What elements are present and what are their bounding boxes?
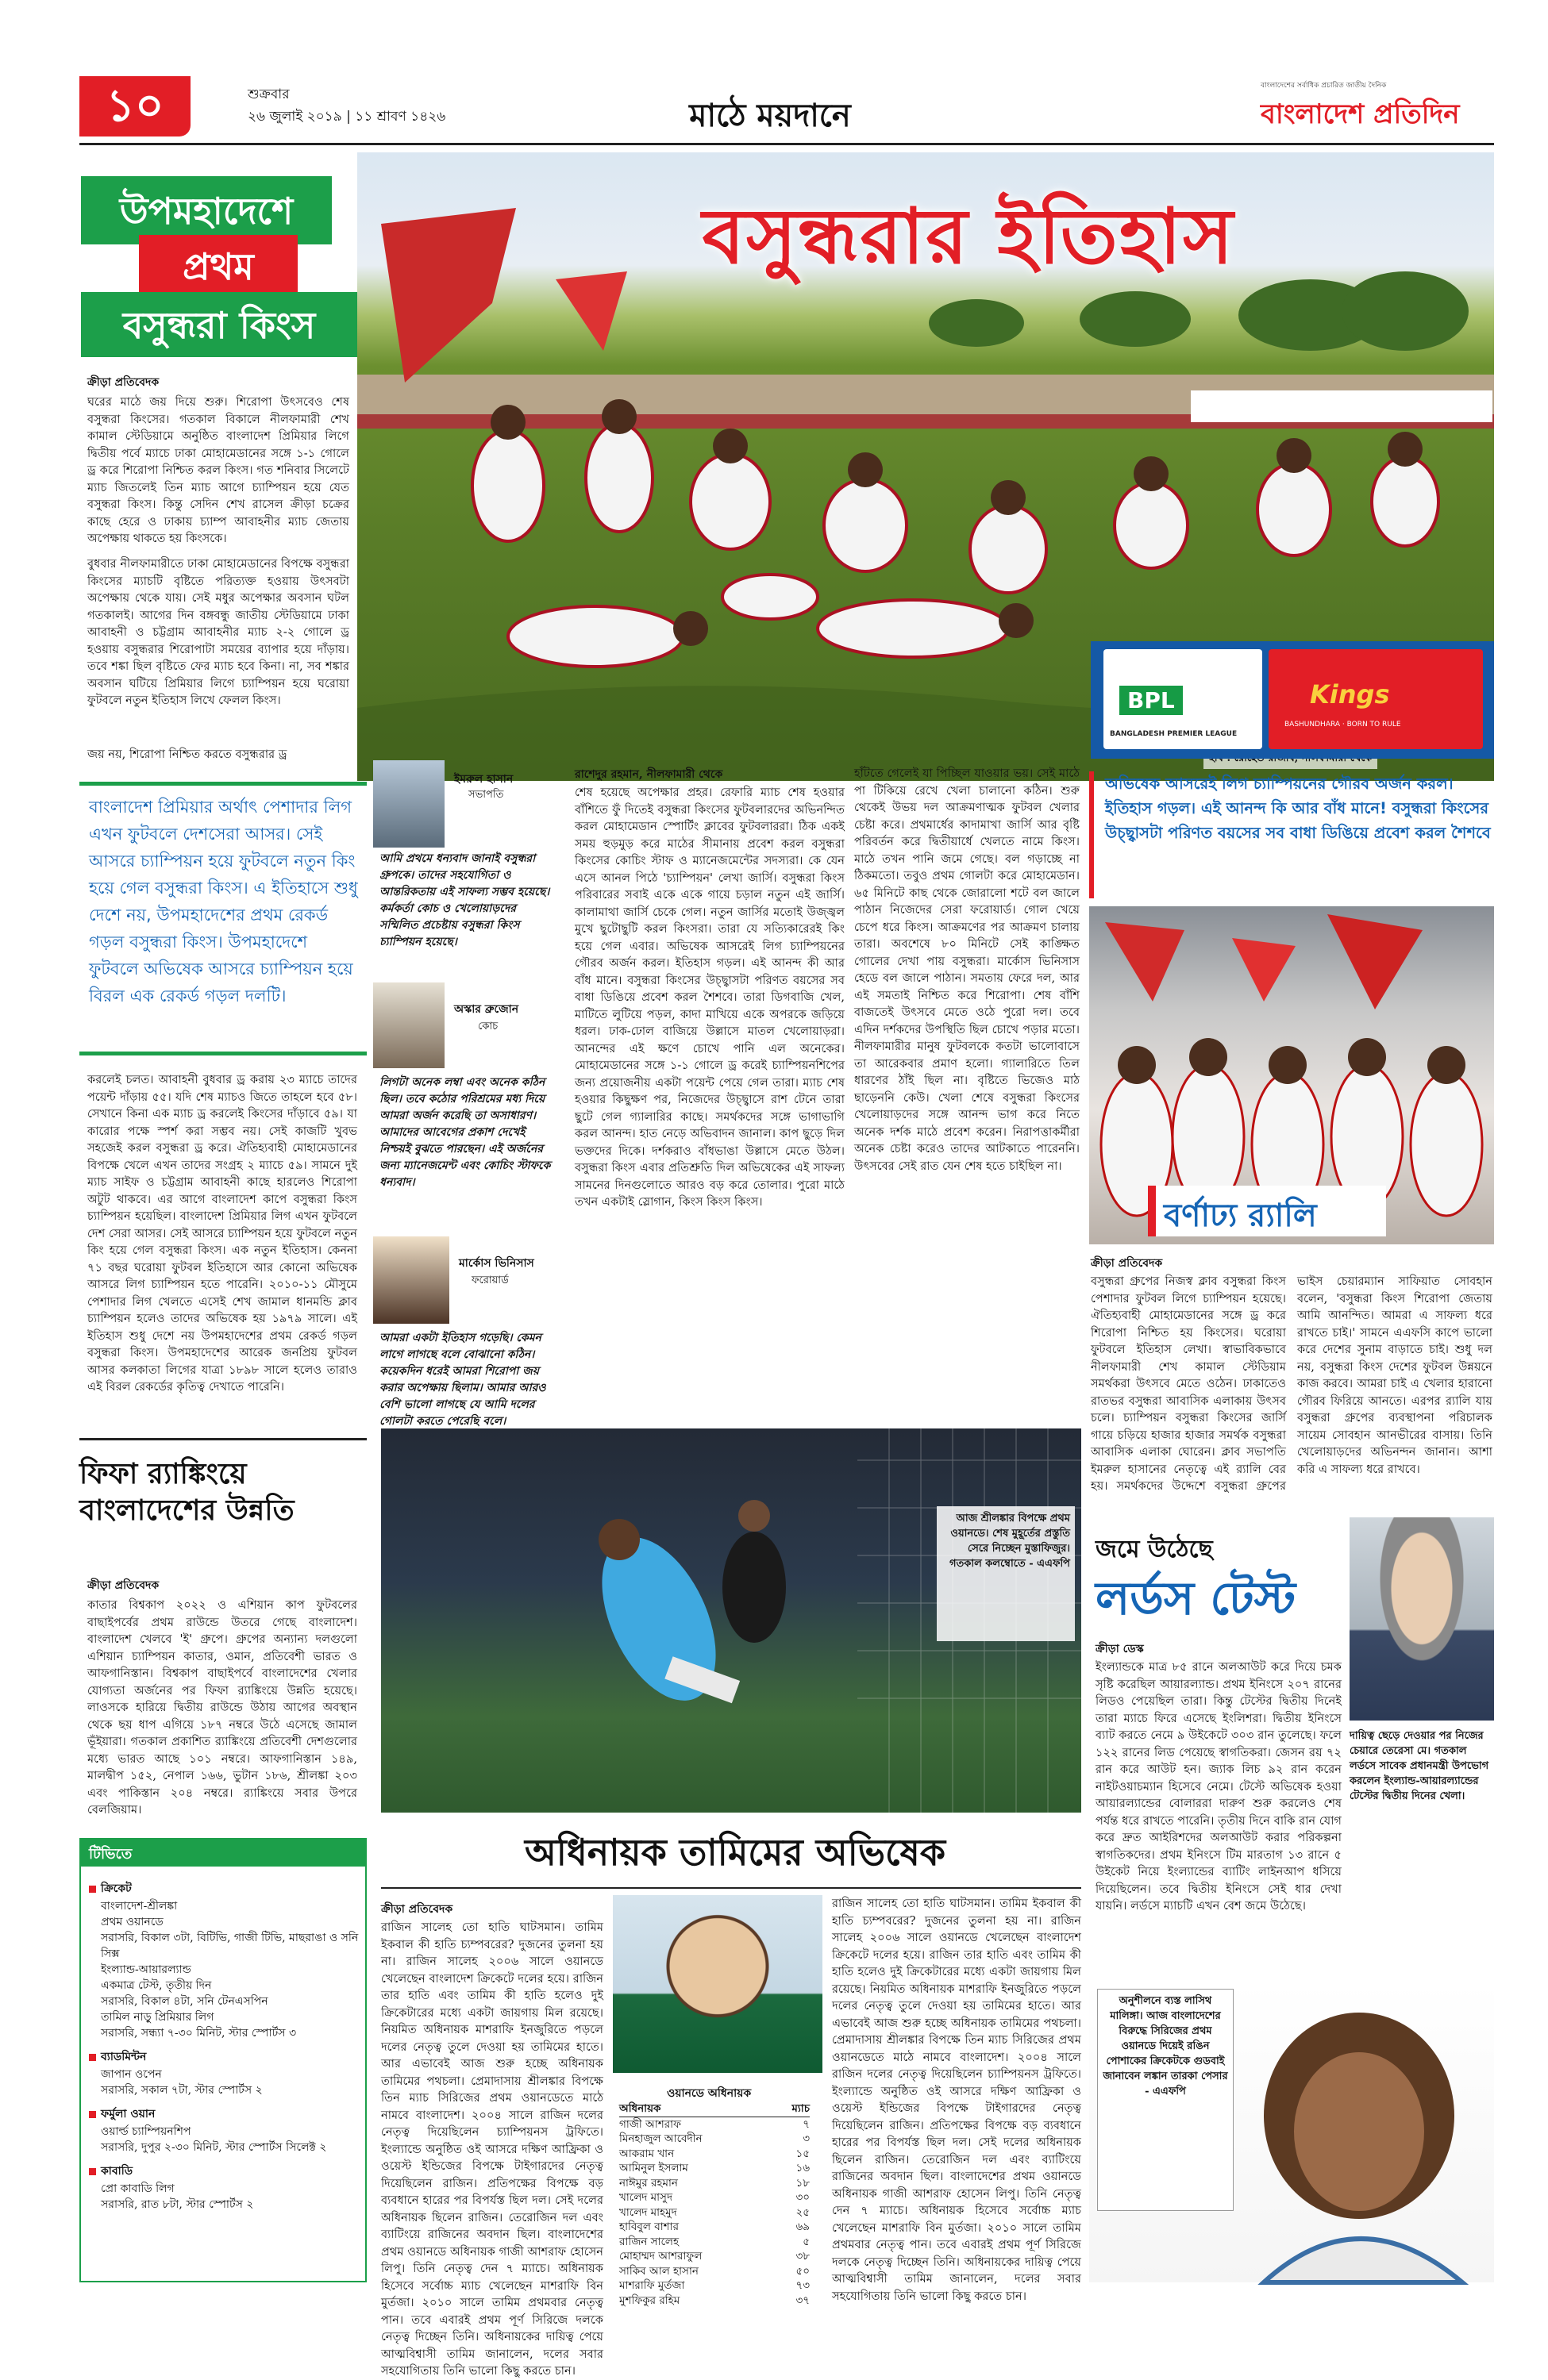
tv-line: একমাত্র টেস্ট, তৃতীয় দিন (101, 1979, 212, 1992)
stats-val: ৫ (803, 2235, 810, 2248)
lead-paragraph-3: জয় নয়, শিরোপা নিশ্চিত করতে বসুন্ধরার ড্র (87, 748, 287, 761)
stats-val: ১৫ (795, 2147, 810, 2160)
stats-val: ১৬ (795, 2162, 810, 2174)
lead-paragraph: ঘরের মাঠে জয় দিয়ে শুরু। শিরোপা উৎসবেও শেষ বসুন্ধরা কিংসের। গতকাল বিকালে নীলফামারী শেখ কামাল স্টেডিয়ামে অনুষ্ঠিত বাংলাদেশ প্রিমিয়ার লিগে দ্বিতীয় পর্বে ম্যাচে ঢাকা মোহামেডানের সঙ্গে ১-১ গোলে ড্র করে শিরোপা নিশ্চিত করল কিংস। গত শনিবার সিলেটে ম্যাচ জিতলেই তিন ম্যাচ আগে চ্যাম্পিয়ন হয়ে যেত বসুন্ধরা কিংস। কিন্তু সেদিন শেখ রাসেল ক্রীড়া চক্রের কাছে হেরে ও ঢাকায় চ্যাম্প আবাহনীর ম্যাচ জেতায় অপেক্ষায় থাকতে হয় কিংসকে। (87, 395, 349, 545)
quote-person-2-text: লিগটা অনেক লম্বা এবং অনেক কঠিন ছিল। তবে কঠোর পরিশ্রমের মধ্য দিয়ে আমরা অর্জন করেছি তা অসাধারণ। আমাদের আবেগের প্রকাশ দেখেই নিশ্চয়ই বুঝতে পারছেন। এই অর্জনের জন্য ম্যানেজমেন্ট এবং কোচিং স্টাফকে ধন্যবাদ। (379, 1076, 551, 1189)
stats-name: মোহাম্মদ আশরাফুল (619, 2250, 703, 2263)
quote-person-2-photo (373, 982, 445, 1068)
stats-row (619, 2176, 810, 2191)
stats-row (619, 2220, 810, 2235)
stats-name: খালেদ মাসুদ (619, 2191, 673, 2204)
stats-val: ৭ (803, 2117, 810, 2131)
rally-text: বসুন্ধরা গ্রুপের নিজস্ব ক্লাব বসুন্ধরা কিংস পেশাদার ফুটবল লিগে চ্যাম্পিয়ন হয়েছে। ঐতিহ্যবাহী মোহামেডানের সঙ্গে ড্র করে শিরোপা নিশ্চিত হয় কিংসের। ঘরোয়া ফুটবলে ইতিহাস লেখা। স্বাভাবিকভাবে নীলফামারী শেখ কামাল স্টেডিয়াম সমর্থকরা উৎসবে মেতে ওঠেন। ঢাকাতেও রাতভর বসুন্ধরা আবাসিক এলাকায় উৎসব চলে। চ্যাম্পিয়ন বসুন্ধরা কিংসের জার্সি গায়ে চড়িয়ে হাজার হাজার সমর্থক বসুন্ধরা আবাসিক এলাকা ঘোরেন। ক্লাব সভাপতি ইমরুল হাসানের নেতৃত্বে এই র‍্যালি বের হয়। সমর্থকদের উদ্দেশে বসুন্ধরা গ্রুপের ভাইস চেয়ারম্যান সাফিয়াত সোবহান বলেন, 'বসুন্ধরা কিংস শিরোপা জেতায় আমি আনন্দিত। আমরা এ সাফল্য ধরে রাখতে চাই।' সামনে এএফসি কাপে ভালো করে দেশের সুনাম বাড়াতে চাই। শুধু দল নয়, বসুন্ধরা কিংস দেশের ফুটবল উন্নয়নে কাজ করবে। আমরা চাই এ খেলার হারানো গৌরব ফিরিয়ে আনতে। এরপর র‍্যালি যায় বসুন্ধরা গ্রুপের ব্যবস্থাপনা পরিচালক সায়েম সোবহান আনভীরের বাসায়। তিনি খেলোয়াড়দের অভিনন্দন জানান। আশা করি এ সাফল্য ধরে রাখবে। (1091, 1275, 1492, 1493)
right-column-text: হাঁটতে গেলেই যা পিচ্ছিল যাওয়ার ভয়। সেই মাঠে পা টিকিয়ে রেখে খেলা চালানো কঠিন। শুরু থেকেই উভয় দল আক্রমণাত্মক ফুটবল খেলার চেষ্টা করে। প্রথমার্ধের কাদামাখা জার্সি আর বৃষ্টি পরিবর্তন করে দ্বিতীয়ার্ধে খেলতে নামে কিংস। মাঠে তখন পানি জমে গেছে। বল গড়াচ্ছে না ঠিকমতো। তবুও প্রথম গোলটা করে মোহামেডান। ৬৫ মিনিটে কাছ থেকে জোরালো শটে বল জালে পাঠান নিজেদের সেরা ফরোয়ার্ড। গোল খেয়ে চেপে ধরে কিংস। আক্রমণের পর আক্রমণ চালায় তারা। অবশেষে ৮০ মিনিটে সেই কাঙ্ক্ষিত গোলের দেখা পায় বসুন্ধরা। মার্কোস ভিনিসাস হেডে বল জালে পাঠান। সমতায় ফেরে দল, আর এই সমতাই নিশ্চিত করে শিরোপা। শেষ বাঁশি বাজতেই উৎসবে মেতে ওঠে পুরো দল। তবে এদিন দর্শকদের উপস্থিতি ছিল চোখে পড়ার মতো। নীলফামারীর মানুষ ফুটবলকে কতটা ভালোবাসে তা আরেকবার প্রমাণ হলো। গ্যালারিতে তিল ধারণের ঠাঁই ছিল না। বৃষ্টিতে ভিজেও মাঠ ছাড়েননি কেউ। খেলা শেষে বসুন্ধরা কিংসের খেলোয়াড়দের সঙ্গে আনন্দ ভাগ করে নিতে অনেক দর্শক মাঠে প্রবেশ করেন। নিরাপত্তাকর্মীরা অনেক চেষ্টা করেও তাদের আটকাতে পারেননি। উৎসবের সেই রাত যেন শেষ হতে চাইছিল না। (854, 767, 1080, 1173)
bullet-icon (89, 2054, 96, 2061)
paper-tagline: বাংলাদেশের সর্বাধিক প্রচারিত জাতীয় দৈনিক (1261, 82, 1387, 90)
paper-name: বাংলাদেশ প্রতিদিন (1261, 98, 1460, 130)
side-deck-bar (1089, 771, 1094, 898)
separator-1 (79, 1438, 367, 1440)
stats-header-name: অধিনায়ক (619, 2102, 661, 2115)
side-deck: অভিষেক আসরেই লিগ চ্যাম্পিয়নের গৌরব অর্জন করল। ইতিহাস গড়ল। এই আনন্দ কি আর বাঁধ মানে! বসুন্ধরা কিংসের উচ্ছ্বাসটা পরিণত বয়সের সব বাধা ডিঙিয়ে প্রবেশ করল শৈশবে (1105, 775, 1491, 842)
page-number: ১০ (106, 79, 164, 132)
stats-val: ৩০ (795, 2191, 810, 2204)
tv-group (89, 2105, 359, 2155)
lead-paragraph-2: বুধবার নীলফামারীতে ঢাকা মোহামেডানের বিপক্ষে বসুন্ধরা কিংসের ম্যাচটি বৃষ্টিতে পরিত্যক্ত হওয়ায় উৎসবটা অপেক্ষায় থেকে যায়। সেই মধুর অপেক্ষার অবসান ঘটল গতকালই। আগের দিন বঙ্গবন্ধু জাতীয় স্টেডিয়ামে ঢাকা আবাহনী ও চট্টগ্রাম আবাহনীর ম্যাচ ২-২ গোলে ড্র হওয়ায় বসুন্ধরার শিরোপাটা সময়ের ব্যাপার হয়ে দাঁড়ায়। তবে শঙ্কা ছিল বৃষ্টিতে ফের ম্যাচ হবে কিনা। না, সব শঙ্কার অবসান ঘটিয়ে প্রিমিয়ার লিগে চ্যাম্পিয়ন হয়ে ঘরোয়া ফুটবলে নতুন ইতিহাস লিখে ফেলল কিংস। (87, 557, 349, 707)
quote-person-3-name: মার্কোস ভিনিসাস (459, 1257, 534, 1270)
stats-row (619, 2117, 810, 2132)
stats-name: আকরাম খান (619, 2147, 675, 2160)
bpl-logo-sub: BANGLADESH PREMIER LEAGUE (1110, 730, 1238, 738)
kings-logo-sub: BASHUNDHARA · BORN TO RULE (1284, 721, 1401, 729)
stats-val: ৩ (803, 2132, 810, 2145)
stats-header-val: ম্যাচ (791, 2102, 810, 2115)
stats-val: ২৫ (795, 2205, 810, 2219)
fifa-headline: ফিফা র‍্যাঙ্কিংয়ে বাংলাদেশের উন্নতি (79, 1457, 295, 1527)
bullet-icon (89, 2168, 96, 2175)
quote-person-1-name: ইমরুল হাসান (454, 773, 514, 786)
stats-val: ৭৩ (795, 2279, 810, 2292)
tv-line: প্রথম ওয়ানডে (101, 1916, 164, 1928)
tv-sport: ফর্মুলা ওয়ান (101, 2108, 156, 2120)
quote-person-3-photo (373, 1236, 449, 1324)
tv-sport: ব্যাডমিন্টন (101, 2051, 147, 2063)
stats-row (619, 2235, 810, 2250)
tv-group (89, 1879, 359, 2041)
stats-name: রাজিন সালেহ (619, 2235, 680, 2248)
tv-line: ওয়ার্ল্ড চ্যাম্পিয়নশিপ (101, 2125, 191, 2138)
stats-val: ৩৭ (795, 2293, 810, 2307)
kicker-text-2: প্রথম (183, 245, 254, 288)
quote-person-3-role: ফরোয়ার্ড (472, 1275, 509, 1286)
main-headline: বসুন্ধরার ইতিহাস (702, 191, 1235, 281)
stats-row (619, 2264, 810, 2279)
bpl-logo-text: BPL (1119, 686, 1183, 715)
stats-name: সাকিব আল হাসান (619, 2264, 699, 2278)
lords-text: ইংল্যান্ডকে মাত্র ৮৫ রানে অলআউট করে দিয়ে চমক সৃষ্টি করেছিল আয়ারল্যান্ড। প্রথম ইনিংসে ২০৭ রানের লিডও পেয়েছিল তারা। কিন্তু টেস্টের দ্বিতীয় দিনেই তারা ম্যাচে ফিরে এসেছে ইংলিশরা। দ্বিতীয় ইনিংসে ব্যাট করতে নেমে ৯ উইকেটে ৩০৩ রান তুলেছে। ফলে ১২২ রানের লিড পেয়েছে স্বাগতিকরা। জেসন রয় ৭২ রান করে আউট হন। জ্যাক লিচ ৯২ রান করেন নাইটওয়াচম্যান হিসেবে নেমে। টেস্টে অভিষেক হওয়া আয়ারল্যান্ডের বোলাররা দারুণ শুরু করলেও শেষ পর্যন্ত ধরে রাখতে পারেনি। তৃতীয় দিনে বাকি রান যোগ করে দ্রুত আইরিশদের অলআউট করার পরিকল্পনা স্বাগতিকদের। প্রথম ইনিংসে টিম মারতাগ ১৩ রানে ৫ উইকেট নিয়ে ইংল্যান্ডের ব্যাটিং লাইনআপ ধসিয়ে দিয়েছিলেন। তবে দ্বিতীয় ইনিংসে সেই ধার দেখা যায়নি। লর্ডসে ম্যাচটি এখন বেশ জমে উঠেছে। (1096, 1660, 1342, 1913)
stats-name: গাজী আশরাফ (619, 2117, 681, 2131)
issue-day: শুক্রবার (248, 87, 290, 102)
quote-person-1-role: সভাপতি (468, 789, 504, 801)
tv-line: বাংলাদেশ-শ্রীলঙ্কা (101, 1900, 178, 1913)
stats-name: মাশরাফি মুর্তজা (619, 2279, 685, 2292)
fifa-text: কাতার বিশ্বকাপ ২০২২ ও এশিয়ান কাপ ফুটবলের বাছাইপর্বের প্রথম রাউন্ডে উতরে গেছে বাংলাদেশ। বাংলাদেশ খেলবে 'ই' গ্রুপে। গ্রুপের অন্যান্য দলগুলো এশিয়ান চ্যাম্পিয়ন কাতার, ওমান, প্রতিবেশী ভারত ও আফগানিস্তান। বিশ্বকাপ বাছাইপর্বে বাংলাদেশের খেলার যোগ্যতা অর্জনের পর ফিফা র‍্যাঙ্কিংয়ে উন্নতি হয়েছে। লাওসকে হারিয়ে দ্বিতীয় রাউন্ডে উঠায় আগের অবস্থান থেকে ছয় ধাপ এগিয়ে ১৮৭ নম্বরে উঠে এসেছে জামাল ভূঁইয়ারা। গতকাল প্রকাশিত র‍্যাঙ্কিংয়ে প্রতিবেশী দেশগুলোর মধ্যে ভারত আছে ১০১ নম্বরে। আফগানিস্তান ১৪৯, মালদ্বীপ ১৫২, নেপাল ১৬৬, ভুটান ১৮৬, শ্রীলঙ্কা ২০৩ এবং পাকিস্তান ২০৪ নম্বরে। র‍্যাঙ্কিংয়ে সবার উপরে বেলজিয়াম। (87, 1598, 357, 1817)
tv-line: সরাসরি, দুপুর ২-৩০ মিনিট, স্টার স্পোর্টস সিলেক্ট ২ (101, 2141, 327, 2154)
tamim-text-col-2 (832, 1895, 1082, 2303)
cricket-caption: আজ শ্রীলঙ্কার বিপক্ষে প্রথম ওয়ানডে। শেষ মুহূর্তের প্রস্তুতি সেরে নিচ্ছেন মুস্তাফিজুর। গতকাল কলম্বোতে - এএফপি (949, 1513, 1070, 1570)
stats-row (619, 2147, 810, 2162)
stats-name: আমিনুল ইসলাম (619, 2162, 688, 2174)
stats-val: ৬৯ (795, 2220, 810, 2233)
tamim-stats-table (619, 2101, 810, 2308)
tv-line: সরাসরি, রাত ৮টা, স্টার স্পোর্টস ২ (101, 2198, 254, 2211)
stats-val: ৩৮ (795, 2250, 810, 2263)
tv-group (89, 2047, 359, 2098)
lords-kicker: জমে উঠেছে (1096, 1536, 1213, 1563)
tv-group (89, 2162, 359, 2213)
pull-quote: বাংলাদেশ প্রিমিয়ার অর্থাৎ পেশাদার লিগ এখন ফুটবলে দেশসেরা আসর। সেই আসরে চ্যাম্পিয়ন হয়ে ফুটবলে নতুন কিং হয়ে গেল বসুন্ধরা কিংস। এ ইতিহাসে শুধু দেশে নয়, উপমহাদেশের প্রথম রেকর্ড গড়ল বসুন্ধরা কিংস। উপমহাদেশে ফুটবলে অভিষেক আসরে চ্যাম্পিয়ন হয়ে বিরল এক রেকর্ড গড়ল দলটি। (89, 798, 358, 1005)
lead-byline: ক্রীড়া প্রতিবেদক (87, 376, 160, 389)
bullet-icon (89, 1886, 96, 1893)
tv-list (89, 1873, 359, 2213)
stats-row (619, 2132, 810, 2147)
stats-row (619, 2205, 810, 2220)
quote-person-1-text: আমি প্রথমে ধন্যবাদ জানাই বসুন্ধরা গ্রুপকে। তাদের সহযোগিতা ও আন্তরিকতায় এই সাফল্য সম্ভব হয়েছে। কর্মকর্তা কোচ ও খেলোয়াড়দের সম্মিলিত প্রচেষ্টায় বসুন্ধরা কিংস চ্যাম্পিয়ন হয়েছে। (379, 852, 550, 948)
tv-line: ইংল্যান্ড-আয়ারল্যান্ড (101, 1963, 191, 1976)
quote-person-3-text: আমরা একটা ইতিহাস গড়েছি। কেমন লাগে লাগছে বলে বোঝানো কঠিন। কয়েকদিন ধরেই আমরা শিরোপা জয় করার অপেক্ষায় ছিলাম। আমার আরও বেশি ভালো লাগছে যে আমি দলের গোলটা করতে পেরেছি বলে। (379, 1332, 546, 1428)
lords-photo (1350, 1517, 1494, 1721)
tv-line: তামিল নাড়ু প্রিমিয়ার লিগ (101, 2011, 214, 2024)
quote-person-1-photo (373, 760, 445, 848)
fifa-byline: ক্রীড়া প্রতিবেদক (87, 1579, 160, 1592)
quote-person-2-name: অস্কার ব্রুজোন (454, 1003, 519, 1016)
stats-name: মুশফিকুর রহিম (619, 2293, 680, 2307)
stats-val: ৫০ (795, 2264, 810, 2278)
stats-row (619, 2278, 810, 2293)
lead-paragraph-continued: করলেই চলত। আবাহনী বুধবার ড্র করায় ২৩ ম্যাচে তাদের পয়েন্ট দাঁড়ায় ৫৫। যদি শেষ ম্যাচও জিতে তাহলে হবে ৫৮। সেখানে কিনা এক ম্যাচ ড্র করলেই কিংসের দাঁড়াবে ৫৯। যা কারোর পক্ষে স্পর্শ করা সম্ভব নয়। সেই কাজটি খুবভ সহজেই করল বসুন্ধরা ড্র করে। ঐতিহ্যবাহী মোহামেডানের বিপক্ষে খেলে এখন তাদের সংগ্রহ ২ ম্যাচে ৫৯। সামনে দুই ম্যাচ সাইফ ও চট্টগ্রাম আবাহনী কাছে হারলেও শিরোপা অটুট থাকবে। এর আগে বাংলাদেশ কাপে বসুন্ধরা কিংস চ্যাম্পিয়ন হয়েছিল। বাংলাদেশ প্রিমিয়ার লিগ এখন ফুটবলে দেশ সেরা আসর। সেই আসরে চ্যাম্পিয়ন হয়ে ফুটবলে নতুন কিং হয়ে গেল বসুন্ধরা কিংস। এক নতুন ইতিহাস। কেননা ৭১ বছর ঘরোয়া ফুটবল ইতিহাসে আর কোনো অভিষেক আসরে লিগ চ্যাম্পিয়ন হতে পারেনি। ২০১০-১১ মৌসুমে পেশাদার লিগ খেলতে এসেই শেখ জামাল ধানমন্ডি ক্লাব চ্যাম্পিয়ন হলেও তাদের অভিষেক হয় ১৯৭৯ সালে। এই ইতিহাস শুধু দেশে নয় উপমহাদেশের প্রথম রেকর্ড গড়ল বসুন্ধরা কিংস। উপমহাদেশের আরেক জনপ্রিয় ফুটবল আসর কলকাতা লিগের যাত্রা ১৮৯৮ সালে হলেও তারাও এই বিরল রেকর্ডের কৃতিত্ব দেখাতে পারেনি। (87, 1073, 357, 1394)
quote-person-2-role: কোচ (478, 1021, 499, 1032)
kicker-text-1: উপমহাদেশে (119, 190, 294, 233)
tamim-rule (381, 1887, 1081, 1889)
tv-sport: কাবাডি (101, 2165, 133, 2178)
tv-sport: ক্রিকেট (101, 1882, 132, 1895)
tv-line: সরাসরি, সকাল ৭টা, স্টার স্পোর্টস ২ (101, 2084, 263, 2097)
issue-date: ২৬ জুলাই ২০১৯ | ১১ শ্রাবণ ১৪২৬ (248, 109, 446, 125)
lords-byline: ক্রীড়া ডেস্ক (1096, 1643, 1144, 1655)
stats-name: নাঈমুর রহমান (619, 2176, 678, 2190)
tv-line: সরাসরি, বিকাল ৩টা, বিটিভি, গাজী টিভি, মাছরাঙা ও সনি সিক্স (101, 1932, 359, 1960)
bullet-icon (89, 2111, 96, 2118)
stats-row (619, 2161, 810, 2176)
section-title: মাঠে ময়দানে (689, 97, 851, 134)
tv-line: জাপান ওপেন (101, 2068, 162, 2081)
malinga-caption: অনুশীলনে ব্যস্ত লাসিথ মালিঙ্গা। আজ বাংলাদেশের বিরুদ্ধে সিরিজের প্রথম ওয়ানডে দিয়েই রঙিন পোশাকের ক্রিকেটকে গুডবাই জানাবেন লঙ্কান তারকা পেসার - এএফপি (1103, 1995, 1228, 2097)
tamim-stats-title: ওয়ানডে অধিনায়ক (667, 2087, 752, 2100)
rally-byline: ক্রীড়া প্রতিবেদক (1091, 1257, 1163, 1270)
stats-name: হাবিবুল বাশার (619, 2220, 680, 2233)
lords-photo-caption: দায়িত্ব ছেড়ে দেওয়ার পর নিজের চেয়ারে তেরেসা মে। গতকাল লর্ডসে সাবেক প্রধানমন্ত্রী উপভোগ করলেন ইংল্যান্ড-আয়ারল্যান্ডের টেস্টের দ্বিতীয় দিনের খেলা। (1350, 1730, 1489, 1802)
tv-line: প্রো কাবাডি লিগ (101, 2182, 175, 2195)
stats-row (619, 2190, 810, 2205)
tamim-byline: ক্রীড়া প্রতিবেদক (381, 1903, 453, 1916)
stats-row (619, 2249, 810, 2264)
tamim-headline: অধিনায়ক তামিমের অভিষেক (524, 1831, 946, 1874)
header-rule (79, 143, 1494, 145)
tamim-text-col-1: রাজিন সালেহ তো হাতি ঘাটসমান। তামিম ইকবাল কী হাতি চ্যম্পবরের? দুজনের তুলনা হয় না। রাজিন সালেহ ২০০৬ সালে ওয়ানডে খেলেছেন বাংলাদেশ ক্রিকেটে দলের হয়ে। রাজিন তার হাতি এবং তামিম কী হাতি হলেও দুই ক্রিকেটারের মধ্যে একটা জায়গায় মিল রয়েছে। নিয়মিত অধিনায়ক মাশরাফি ইনজুরিতে পড়লে দলের নেতৃত্ব তুলে দেওয়া হয় তামিমের হাতে। আর এভাবেই আজ শুরু হচ্ছে অধিনায়ক তামিমের পথচলা। প্রেমাদাসায় শ্রীলঙ্কার বিপক্ষে তিন ম্যাচ সিরিজের প্রথম ওয়ানডেতে মাঠে নামবে বাংলাদেশ। ২০০৪ সালে রাজিন দলের নেতৃত্ব দিয়েছিলেন চ্যাম্পিয়নস ট্রফিতে। ইংল্যান্ডে অনুষ্ঠিত ওই আসরে দক্ষিণ আফ্রিকা ও ওয়েস্ট ইন্ডিজের বিপক্ষে টাইগারদের নেতৃত্ব দিয়েছিলেন রাজিন। প্রতিপক্ষের বিপক্ষে বড় ব্যবধানে হারের পর বিপর্যস্ত ছিল দল। সেই দলের অধিনায়ক ছিলেন রাজিন। তেরোজিন দল এবং ব্যাটিংয়ে রাজিনের অবদান ছিল। বাংলাদেশের প্রথম ওয়ানডে অধিনায়ক গাজী আশরাফ হোসেন লিপু। তিনি নেতৃত্ব দেন ৭ ম্যাচে। অধিনায়ক হিসেবে সর্বোচ্চ ম্যাচ খেলেছেন মাশরাফি বিন মুর্তজা। ২০১০ সালে তামিম প্রথমবার নেতৃত্ব পান। তবে এবারই প্রথম পূর্ণ সিরিজে দলকে নেতৃত্ব দিচ্ছেন তিনি। অধিনায়কের দায়িত্ব পেয়ে আত্মবিশ্বাসী তামিম জানালেন, দলের সবার সহযোগিতায় তিনি ভালো কিছু করতে চান। (381, 1921, 603, 2378)
stats-name: খালেদ মাহমুদ (619, 2205, 677, 2219)
mid-byline: রাশেদুর রহমান, নীলফামারী থেকে (575, 768, 723, 781)
kicker-text-3: বসুন্ধরা কিংস (122, 304, 316, 347)
tamim-text-continued: রাজিন সালেহ তো হাতি ঘাটসমান। তামিম ইকবাল কী হাতি চ্যম্পবরের? দুজনের তুলনা হয় না। রাজিন সালেহ ২০০৬ সালে ওয়ানডে খেলেছেন বাংলাদেশ ক্রিকেটে দলের হয়ে। রাজিন তার হাতি এবং তামিম কী হাতি হলেও দুই ক্রিকেটারের মধ্যে একটা জায়গায় মিল রয়েছে। নিয়মিত অধিনায়ক মাশরাফি ইনজুরিতে পড়লে দলের নেতৃত্ব তুলে দেওয়া হয় তামিমের হাতে। আর এভাবেই আজ শুরু হচ্ছে অধিনায়ক তামিমের পথচলা। প্রেমাদাসায় শ্রীলঙ্কার বিপক্ষে তিন ম্যাচ সিরিজের প্রথম ওয়ানডেতে মাঠে নামবে বাংলাদেশ। ২০০৪ সালে রাজিন দলের নেতৃত্ব দিয়েছিলেন চ্যাম্পিয়নস ট্রফিতে। ইংল্যান্ডে অনুষ্ঠিত ওই আসরে দক্ষিণ আফ্রিকা ও ওয়েস্ট ইন্ডিজের বিপক্ষে টাইগারদের নেতৃত্ব দিয়েছিলেন রাজিন। প্রতিপক্ষের বিপক্ষে বড় ব্যবধানে হারের পর বিপর্যস্ত ছিল দল। সেই দলের অধিনায়ক ছিলেন রাজিন। তেরোজিন দল এবং ব্যাটিংয়ে রাজিনের অবদান ছিল। বাংলাদেশের প্রথম ওয়ানডে অধিনায়ক গাজী আশরাফ হোসেন লিপু। তিনি নেতৃত্ব দেন ৭ ম্যাচে। অধিনায়ক হিসেবে সর্বোচ্চ ম্যাচ খেলেছেন মাশরাফি বিন মুর্তজা। ২০১০ সালে তামিম প্রথমবার নেতৃত্ব পান। তবে এবারই প্রথম পূর্ণ সিরিজে দলকে নেতৃত্ব দিচ্ছেন তিনি। অধিনায়কের দায়িত্ব পেয়ে আত্মবিশ্বাসী তামিম জানালেন, দলের সবার সহযোগিতায় তিনি ভালো কিছু করতে চান। (832, 1897, 1082, 2303)
tv-line: সরাসরি, বিকাল ৪টা, সনি টেনএসপিন (101, 1995, 268, 2008)
kings-logo-text: Kings (1310, 679, 1390, 709)
mid-column-text: শেষ হয়েছে অপেক্ষার প্রহর। রেফারি ম্যাচ শেষ হওয়ার বাঁশিতে ফুঁ দিতেই বসুন্ধরা কিংসের ফুটবলারদের অভিনন্দিত করল মোহামেডান স্পোর্টিং ক্লাবের ফুটবলাররা। ঠিক একই সময় হুড়মুড় করে মাঠের সীমানায় প্রবেশ করল বসুন্ধরা কিংসের কোচিং স্টাফ ও ম্যানেজমেন্টের সদস্যরা। কে যেন এসে আনল পিঠে 'চ্যাম্পিয়ন' লেখা জার্সি। বসুন্ধরা কিংস পরিবারের সবাই একে একে গায়ে চড়াল নতুন এই জার্সি। কালামাথা জার্সি চেকে গেল। নতুন জার্সির মতোই উজ্জ্বল মুখে ছুটোছুটি করল কিংসরা। তারা যে সত্যিকারেরই কিং হয়ে গেল এবার। অভিষেক আসরেই লিগ চ্যাম্পিয়নের গৌরব অর্জন করল। ইতিহাস গড়ল। এই আনন্দ কী আর বাঁধ মানে। বসুন্ধরা কিংসের উচ্ছ্বাসটা পরিণত বয়সের সব বাধা ডিঙিয়ে প্রবেশ করল শৈশবে। তারা ডিগবাজি খেল, মাটিতে লুটিয়ে পড়ল, কাদা মাখিয়ে একে অপরকে জড়িয়ে ধরল। ঢাক-ঢোল বাজিয়ে উল্লাসে মাতল খেলোয়াড়রা। আনন্দের এই ক্ষণে চোখে পানি এল অনেকের। মোহামেডানের সঙ্গে ১-১ গোলে ড্র করেই চ্যাম্পিয়নশিপের জন্য প্রয়োজনীয় একটা পয়েন্ট পেয়ে গেল তারা। ম্যাচ শেষ হওয়ার কিছুক্ষণ পর, নিজেদের উচ্ছ্বাসে রাশ টেনে তারা ছুটে গেল গ্যালারির কাছে। সমর্থকদের সঙ্গে ভাগাভাগি করল আনন্দ। হাত নেড়ে অভিবাদন জানাল। কাপ ছুড়ে দিল ভক্তদের দিকে। দর্শকরাও বাঁধভাঙা উল্লাসে মেতে উঠল। বসুন্ধরা কিংস এবার প্রতিশ্রুতি দিল অভিষেকের এই সাফল্য সামনের দিনগুলোতে আরও বড় করে তোলার। পুরো মাঠে তখন একটাই স্লোগান, কিংস কিংস কিংস। (575, 786, 845, 1209)
stats-row (619, 2293, 810, 2309)
stats-name: মিনহাজুল আবেদীন (619, 2132, 703, 2145)
stats-header-row (619, 2101, 810, 2117)
tamim-photo (613, 1895, 822, 2073)
rally-title: বর্ণাঢ্য র‍্যালি (1164, 1197, 1317, 1234)
tv-title: টিভিতে (89, 1846, 133, 1863)
lords-headline: লর্ডস টেস্ট (1096, 1571, 1296, 1625)
stats-val: ১৮ (795, 2176, 810, 2190)
tv-line: সরাসরি, সন্ধ্যা ৭-৩০ মিনিট, স্টার স্পোর্টস ৩ (101, 2027, 297, 2040)
